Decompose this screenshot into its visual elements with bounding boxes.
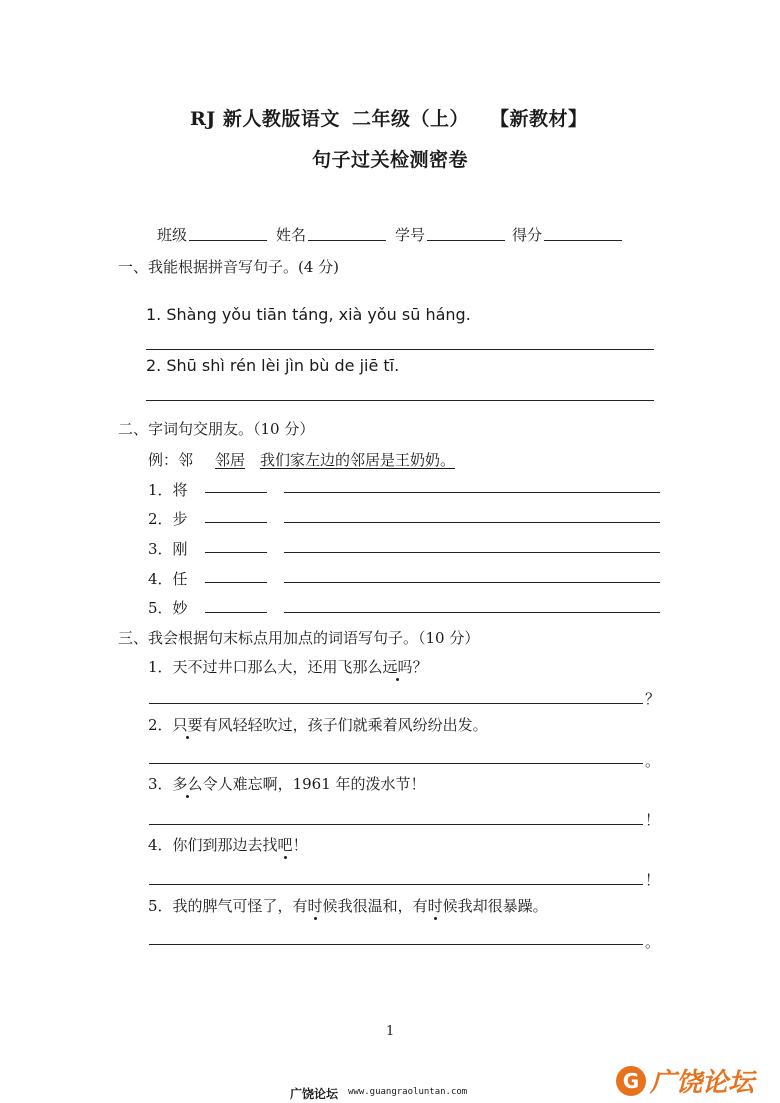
section1-heading: 一、我能根据拼音写句子。(4 分) [118,258,340,276]
sentence-blank[interactable] [284,522,660,523]
word-blank[interactable] [205,582,267,583]
section3-heading: 三、我会根据句末标点用加点的词语写句子。（10 分） [118,629,480,647]
answer-line[interactable] [149,763,643,764]
page-subtitle: 句子过关检测密卷 [312,149,469,171]
sentence-blank[interactable] [284,552,660,553]
student-id-label: 学号 [395,226,426,244]
end-punctuation: ！ [645,811,661,829]
sentence-prompt-2: 2．只要有风轻轻吹过，孩子们就乘着风纷纷出发。 [148,716,488,734]
score-blank[interactable] [544,240,622,241]
score-label: 得分 [512,226,543,244]
answer-line[interactable] [146,349,654,350]
footer-site-url[interactable]: www.guangraoluntan.com [348,1087,468,1097]
answer-line[interactable] [149,944,643,945]
char-item-3: 3．刚 [148,540,188,558]
sentence-blank[interactable] [284,492,660,493]
example-sentence: 我们家左边的邻居是王奶奶。 [260,451,456,469]
sentence-prompt-4: 4．你们到那边去找吧！ [148,836,308,854]
example-word: 邻居 [215,451,246,469]
answer-line[interactable] [149,703,643,704]
sentence-prompt-3: 3．多么令人难忘啊，1961 年的泼水节！ [148,775,426,793]
char-item-5: 5．妙 [148,599,188,617]
char-item-2: 2．步 [148,510,188,528]
answer-line[interactable] [146,400,654,401]
title-grade: 二年级（上） [352,108,470,130]
answer-line[interactable] [149,884,643,885]
class-label: 班级 [157,226,188,244]
pinyin-item-2: 2. Shū shì rén lèi jìn bù de jiē tī. [146,356,400,375]
word-blank[interactable] [205,522,267,523]
name-label: 姓名 [276,226,307,244]
class-blank[interactable] [189,240,267,241]
pinyin-item-1: 1. Shàng yǒu tiān táng, xià yǒu sū háng. [146,305,471,324]
word-blank[interactable] [205,492,267,493]
page-number: 1 [386,1024,395,1039]
sentence-prompt-5: 5．我的脾气可怪了，有时候我很温和，有时候我却很暴躁。 [148,897,548,915]
sentence-blank[interactable] [284,582,660,583]
logo-text: 广饶论坛 [650,1068,755,1098]
student-id-blank[interactable] [427,240,505,241]
word-blank[interactable] [205,612,267,613]
char-item-4: 4．任 [148,570,188,588]
footer-site-name: 广饶论坛 [290,1087,339,1101]
title-badge: 【新教材】 [490,108,588,130]
char-item-1: 1．将 [148,481,188,499]
site-logo[interactable] [616,1062,754,1099]
sentence-blank[interactable] [284,612,660,613]
name-blank[interactable] [308,240,386,241]
end-punctuation: 。 [645,752,661,770]
end-punctuation: ？ [645,690,661,708]
sentence-prompt-1: 1．天不过井口那么大，还用飞那么远吗？ [148,658,428,676]
example-prefix: 例：邻 [148,451,194,469]
end-punctuation: ！ [645,871,661,889]
title-left: RJ 新人教版语文 [190,108,340,130]
section2-heading: 二、字词句交朋友。（10 分） [118,420,315,438]
end-punctuation: 。 [645,933,661,951]
logo-g-icon: G [616,1066,646,1096]
answer-line[interactable] [149,824,643,825]
word-blank[interactable] [205,552,267,553]
